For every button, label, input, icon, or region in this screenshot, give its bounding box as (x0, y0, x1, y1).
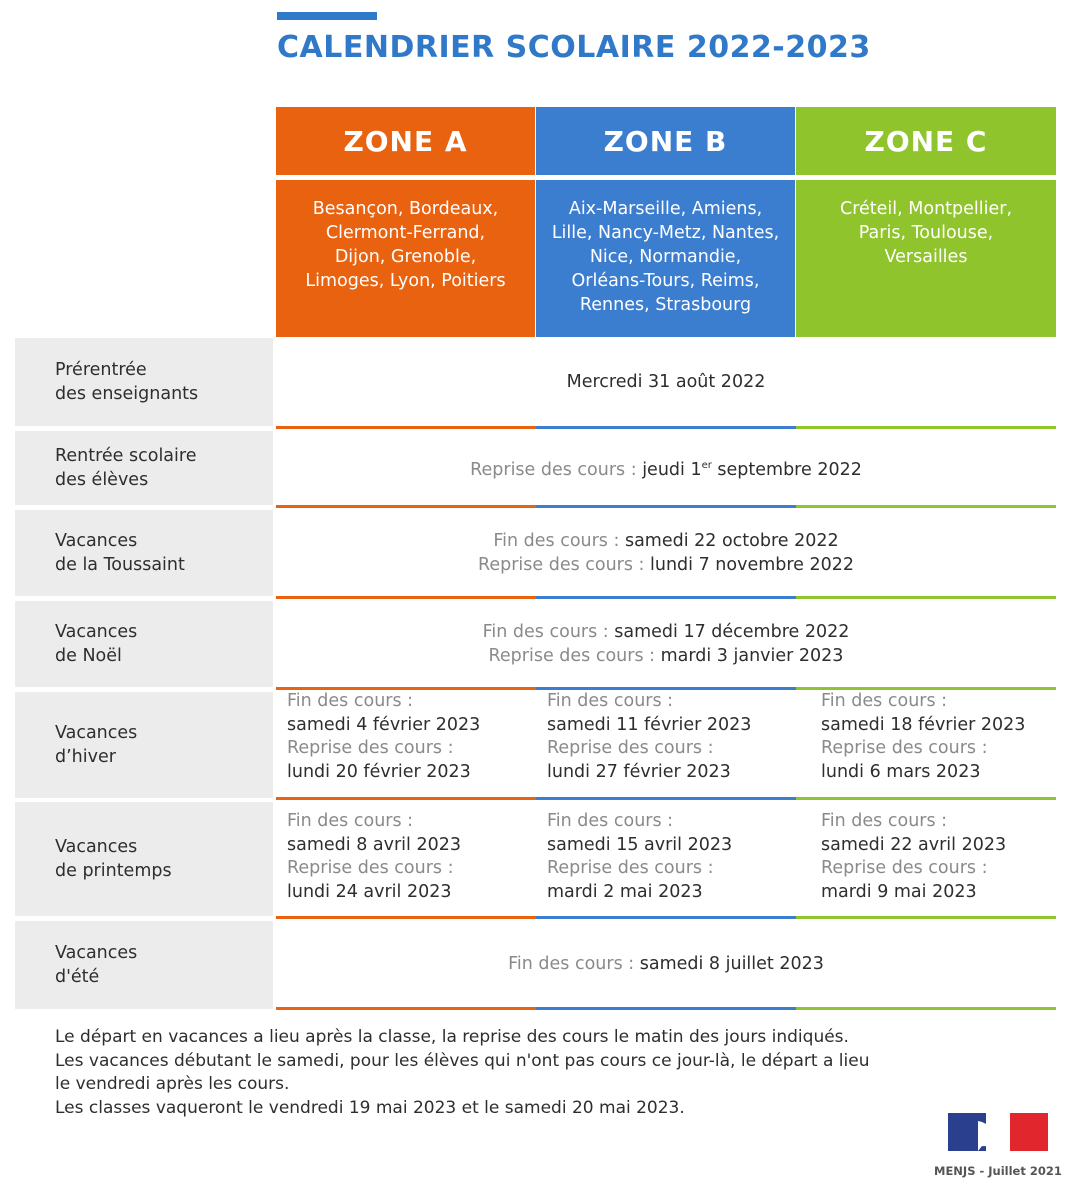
printemps-zone-b (536, 810, 796, 916)
rentree-date: jeudi 1er septembre 2022 (642, 459, 862, 480)
hiver-b-fin-date: samedi 11 février 2023 (547, 714, 752, 735)
title-accent-bar (277, 12, 377, 20)
row-cell-printemps (276, 810, 1056, 916)
noel-reprise-date: mardi 3 janvier 2023 (660, 646, 844, 666)
note-line: Les vacances débutant le samedi, pour les élèves qui n'ont pas cours ce jour-là, le départ a lieu (55, 1050, 870, 1071)
footer-credit: MENJS - Juillet 2021 (934, 1164, 1062, 1178)
row-separator (276, 505, 1056, 508)
row-label-toussaint: Vacances de la Toussaint (15, 510, 273, 596)
hiver-zone-a (276, 690, 536, 796)
french-republic-logo-icon (948, 1113, 1048, 1151)
printemps-b-reprise-label: Reprise des cours : (547, 858, 714, 878)
printemps-c-reprise-label: Reprise des cours : (821, 858, 988, 878)
printemps-a-reprise-label: Reprise des cours : (287, 858, 454, 878)
printemps-c-reprise-date: mardi 9 mai 2023 (821, 881, 977, 902)
rentree-reprise-label: Reprise des cours : (470, 459, 643, 480)
toussaint-fin-label: Fin des cours : (493, 531, 625, 551)
hiver-c-reprise-label: Reprise des cours : (821, 738, 988, 758)
page-title: CALENDRIER SCOLAIRE 2022-2023 (277, 30, 871, 65)
printemps-c-fin-label: Fin des cours : (821, 811, 948, 831)
toussaint-reprise-date: lundi 7 novembre 2022 (650, 555, 855, 575)
row-separator (276, 916, 1056, 919)
printemps-a-fin-date: samedi 8 avril 2023 (287, 834, 461, 855)
row-label-noel: Vacances de Noël (15, 601, 273, 687)
row-label-rentree: Rentrée scolaire des élèves (15, 431, 273, 505)
noel-fin-date: samedi 17 décembre 2022 (614, 622, 850, 642)
note-line: le vendredi après les cours. (55, 1074, 290, 1094)
ete-fin-date: samedi 8 juillet 2023 (639, 954, 824, 974)
zone-c-cities: Créteil, Montpellier, Paris, Toulouse, Versailles (796, 180, 1056, 337)
row-label-prerentree: Prérentrée des enseignants (15, 338, 273, 426)
row-label-ete: Vacances d'été (15, 921, 273, 1009)
printemps-a-reprise-date: lundi 24 avril 2023 (287, 881, 452, 902)
hiver-b-fin-label: Fin des cours : (547, 691, 674, 711)
hiver-a-reprise-date: lundi 20 février 2023 (287, 761, 471, 782)
row-cell-hiver (276, 690, 1056, 796)
row-cell-noel (276, 601, 1056, 687)
noel-reprise-label: Reprise des cours : (488, 646, 661, 666)
row-label-hiver: Vacances d’hiver (15, 692, 273, 798)
printemps-a-fin-label: Fin des cours : (287, 811, 414, 831)
hiver-c-fin-date: samedi 18 février 2023 (821, 714, 1026, 735)
hiver-zone-b (536, 690, 796, 796)
hiver-a-fin-date: samedi 4 février 2023 (287, 714, 481, 735)
hiver-b-reprise-date: lundi 27 février 2023 (547, 761, 731, 782)
hiver-a-reprise-label: Reprise des cours : (287, 738, 454, 758)
row-label-printemps: Vacances de printemps (15, 802, 273, 916)
zone-a-header: ZONE A (276, 107, 535, 175)
printemps-b-fin-date: samedi 15 avril 2023 (547, 834, 733, 855)
hiver-zone-c (796, 690, 1056, 796)
row-separator (276, 1007, 1056, 1010)
printemps-c-fin-date: samedi 22 avril 2023 (821, 834, 1007, 855)
note-line: Le départ en vacances a lieu après la classe, la reprise des cours le matin des jours indiqués. (55, 1027, 849, 1047)
printemps-zone-a (276, 810, 536, 916)
row-cell-rentree (276, 431, 1056, 505)
hiver-c-reprise-date: lundi 6 mars 2023 (821, 761, 981, 782)
printemps-zone-c (796, 810, 1056, 916)
printemps-b-reprise-date: mardi 2 mai 2023 (547, 881, 703, 902)
zone-a-cities: Besançon, Bordeaux, Clermont-Ferrand, Dijon, Grenoble, Limoges, Lyon, Poitiers (276, 180, 535, 337)
zone-b-cities: Aix-Marseille, Amiens, Lille, Nancy-Metz, Nantes, Nice, Normandie, Orléans-Tours, Reims, Rennes, Strasbourg (536, 180, 795, 337)
ete-fin-label: Fin des cours : (508, 954, 640, 974)
toussaint-reprise-label: Reprise des cours : (477, 555, 651, 575)
printemps-b-fin-label: Fin des cours : (547, 811, 674, 831)
row-separator (276, 426, 1056, 429)
zone-b-header: ZONE B (536, 107, 795, 175)
zone-c-header: ZONE C (796, 107, 1056, 175)
noel-fin-label: Fin des cours : (482, 622, 615, 642)
note-line: Les classes vaqueront le vendredi 19 mai 2023 et le samedi 20 mai 2023. (55, 1097, 685, 1118)
row-separator (276, 797, 1056, 800)
row-cell-prerentree (276, 338, 1056, 426)
hiver-c-fin-label: Fin des cours : (821, 691, 948, 711)
row-separator (276, 596, 1056, 599)
hiver-a-fin-label: Fin des cours : (287, 691, 414, 711)
toussaint-fin-date: samedi 22 octobre 2022 (624, 531, 839, 551)
footnotes (55, 1026, 869, 1120)
row-cell-ete (276, 921, 1056, 1007)
prerentree-date: Mercredi 31 août 2022 (566, 372, 766, 392)
hiver-b-reprise-label: Reprise des cours : (547, 738, 714, 758)
row-cell-toussaint (276, 510, 1056, 596)
